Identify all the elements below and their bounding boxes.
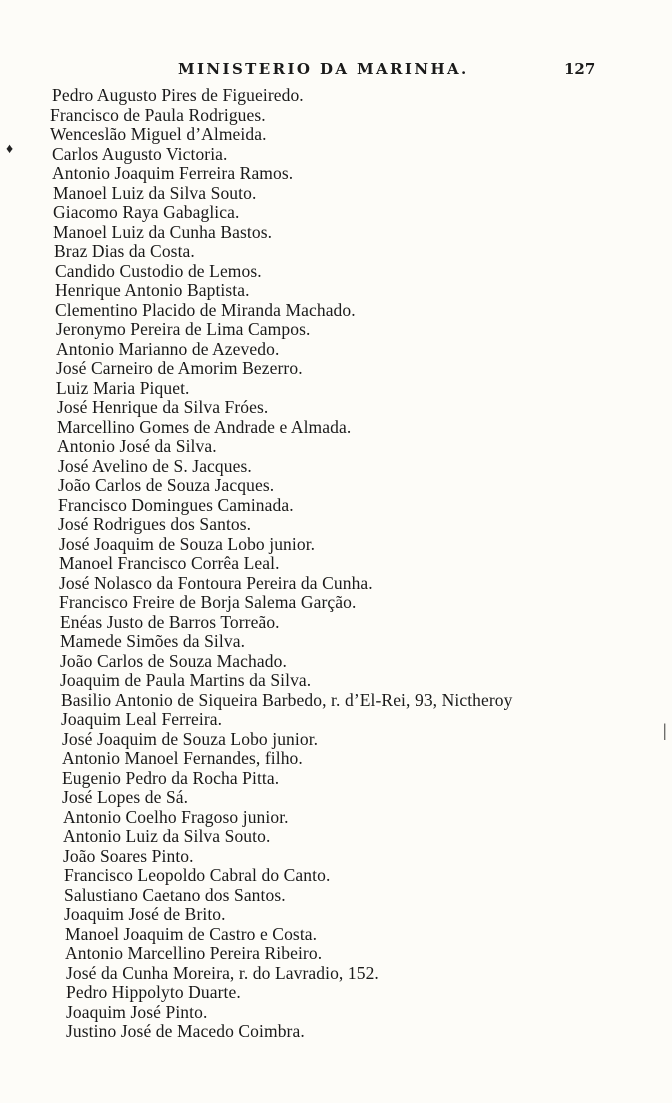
name-entry: Manoel Joaquim de Castro e Costa. bbox=[65, 923, 318, 944]
name-entry: Antonio Manoel Fernandes, filho. bbox=[62, 748, 303, 768]
name-entry: Mamede Simões da Silva. bbox=[60, 631, 246, 651]
name-entry: Basilio Antonio de Siqueira Barbedo, r. d’El-Rei, 93, Nictheroy bbox=[61, 689, 513, 710]
margin-bullet-mark: ♦ bbox=[6, 142, 14, 157]
name-entry: Joaquim José Pinto. bbox=[66, 1001, 208, 1022]
name-entry: Francisco Leopoldo Cabral do Canto. bbox=[64, 865, 331, 885]
name-entry: Francisco de Paula Rodrigues. bbox=[50, 104, 266, 125]
name-entry: Antonio Joaquim Ferreira Ramos. bbox=[52, 163, 294, 183]
name-entry: Giacomo Raya Gabaglica. bbox=[53, 202, 240, 222]
name-entry: Enéas Justo de Barros Torreão. bbox=[60, 611, 280, 632]
name-entry: José Carneiro de Amorim Bezerro. bbox=[56, 358, 303, 378]
name-entry: Manoel Luiz da Silva Souto. bbox=[53, 182, 257, 203]
name-entry: Braz Dias da Costa. bbox=[54, 241, 195, 261]
name-entry: Manoel Francisco Corrêa Leal. bbox=[59, 553, 280, 573]
name-entry: Henrique Antonio Baptista. bbox=[55, 280, 250, 300]
name-entry: José Nolasco da Fontoura Pereira da Cunha. bbox=[59, 572, 373, 593]
name-entry: José Joaquim de Souza Lobo junior. bbox=[59, 533, 316, 554]
name-entry: Pedro Augusto Pires de Figueiredo. bbox=[52, 85, 304, 105]
name-entry: Francisco Freire de Borja Salema Garção. bbox=[59, 592, 357, 612]
name-entry: José Joaquim de Souza Lobo junior. bbox=[62, 728, 319, 749]
name-entry: Clementino Placido de Miranda Machado. bbox=[55, 299, 356, 320]
name-entry: Marcellino Gomes de Andrade e Almada. bbox=[57, 416, 352, 437]
name-entry: Manoel Luiz da Cunha Bastos. bbox=[53, 221, 273, 242]
name-entry: Antonio Marcellino Pereira Ribeiro. bbox=[65, 943, 323, 963]
name-entry: Salustiano Caetano dos Santos. bbox=[64, 884, 286, 905]
name-entry: José Avelino de S. Jacques. bbox=[58, 455, 252, 476]
name-entry: José Henrique da Silva Fróes. bbox=[57, 397, 269, 417]
name-entry: José Rodrigues dos Santos. bbox=[58, 514, 252, 534]
name-entry: João Soares Pinto. bbox=[63, 845, 194, 866]
name-entry: Luiz Maria Piquet. bbox=[56, 377, 190, 398]
name-entry: Francisco Domingues Caminada. bbox=[58, 494, 294, 515]
name-entry: Candido Custodio de Lemos. bbox=[55, 260, 262, 281]
name-entry: Antonio Marianno de Azevedo. bbox=[56, 338, 280, 359]
name-entry: Jeronymo Pereira de Lima Campos. bbox=[56, 319, 311, 339]
page-number: 127 bbox=[564, 60, 596, 78]
name-entry: Joaquim Leal Ferreira. bbox=[61, 709, 223, 729]
name-entry: Joaquim José de Brito. bbox=[64, 904, 226, 924]
running-title: MINISTERIO DA MARINHA. bbox=[178, 60, 469, 78]
name-entry: João Carlos de Souza Jacques. bbox=[58, 475, 275, 495]
name-entry: Antonio Coelho Fragoso junior. bbox=[63, 806, 289, 827]
page-header bbox=[0, 60, 672, 84]
name-entry: Carlos Augusto Victoria. bbox=[52, 143, 228, 164]
name-entry: Justino José de Macedo Coimbra. bbox=[66, 1021, 305, 1041]
name-entry: Antonio José da Silva. bbox=[57, 436, 217, 456]
name-entry: Pedro Hippolyto Duarte. bbox=[66, 982, 241, 1002]
name-entry: Wenceslão Miguel d’Almeida. bbox=[50, 124, 267, 144]
name-entry: Joaquim de Paula Martins da Silva. bbox=[60, 670, 312, 690]
margin-tick-mark: | bbox=[663, 720, 667, 740]
name-entry: João Carlos de Souza Machado. bbox=[60, 650, 287, 671]
name-entry: José Lopes de Sá. bbox=[62, 787, 189, 807]
name-entry: Antonio Luiz da Silva Souto. bbox=[63, 826, 271, 846]
name-entry: Eugenio Pedro da Rocha Pitta. bbox=[62, 767, 280, 788]
name-entry: José da Cunha Moreira, r. do Lavradio, 152. bbox=[66, 962, 379, 983]
